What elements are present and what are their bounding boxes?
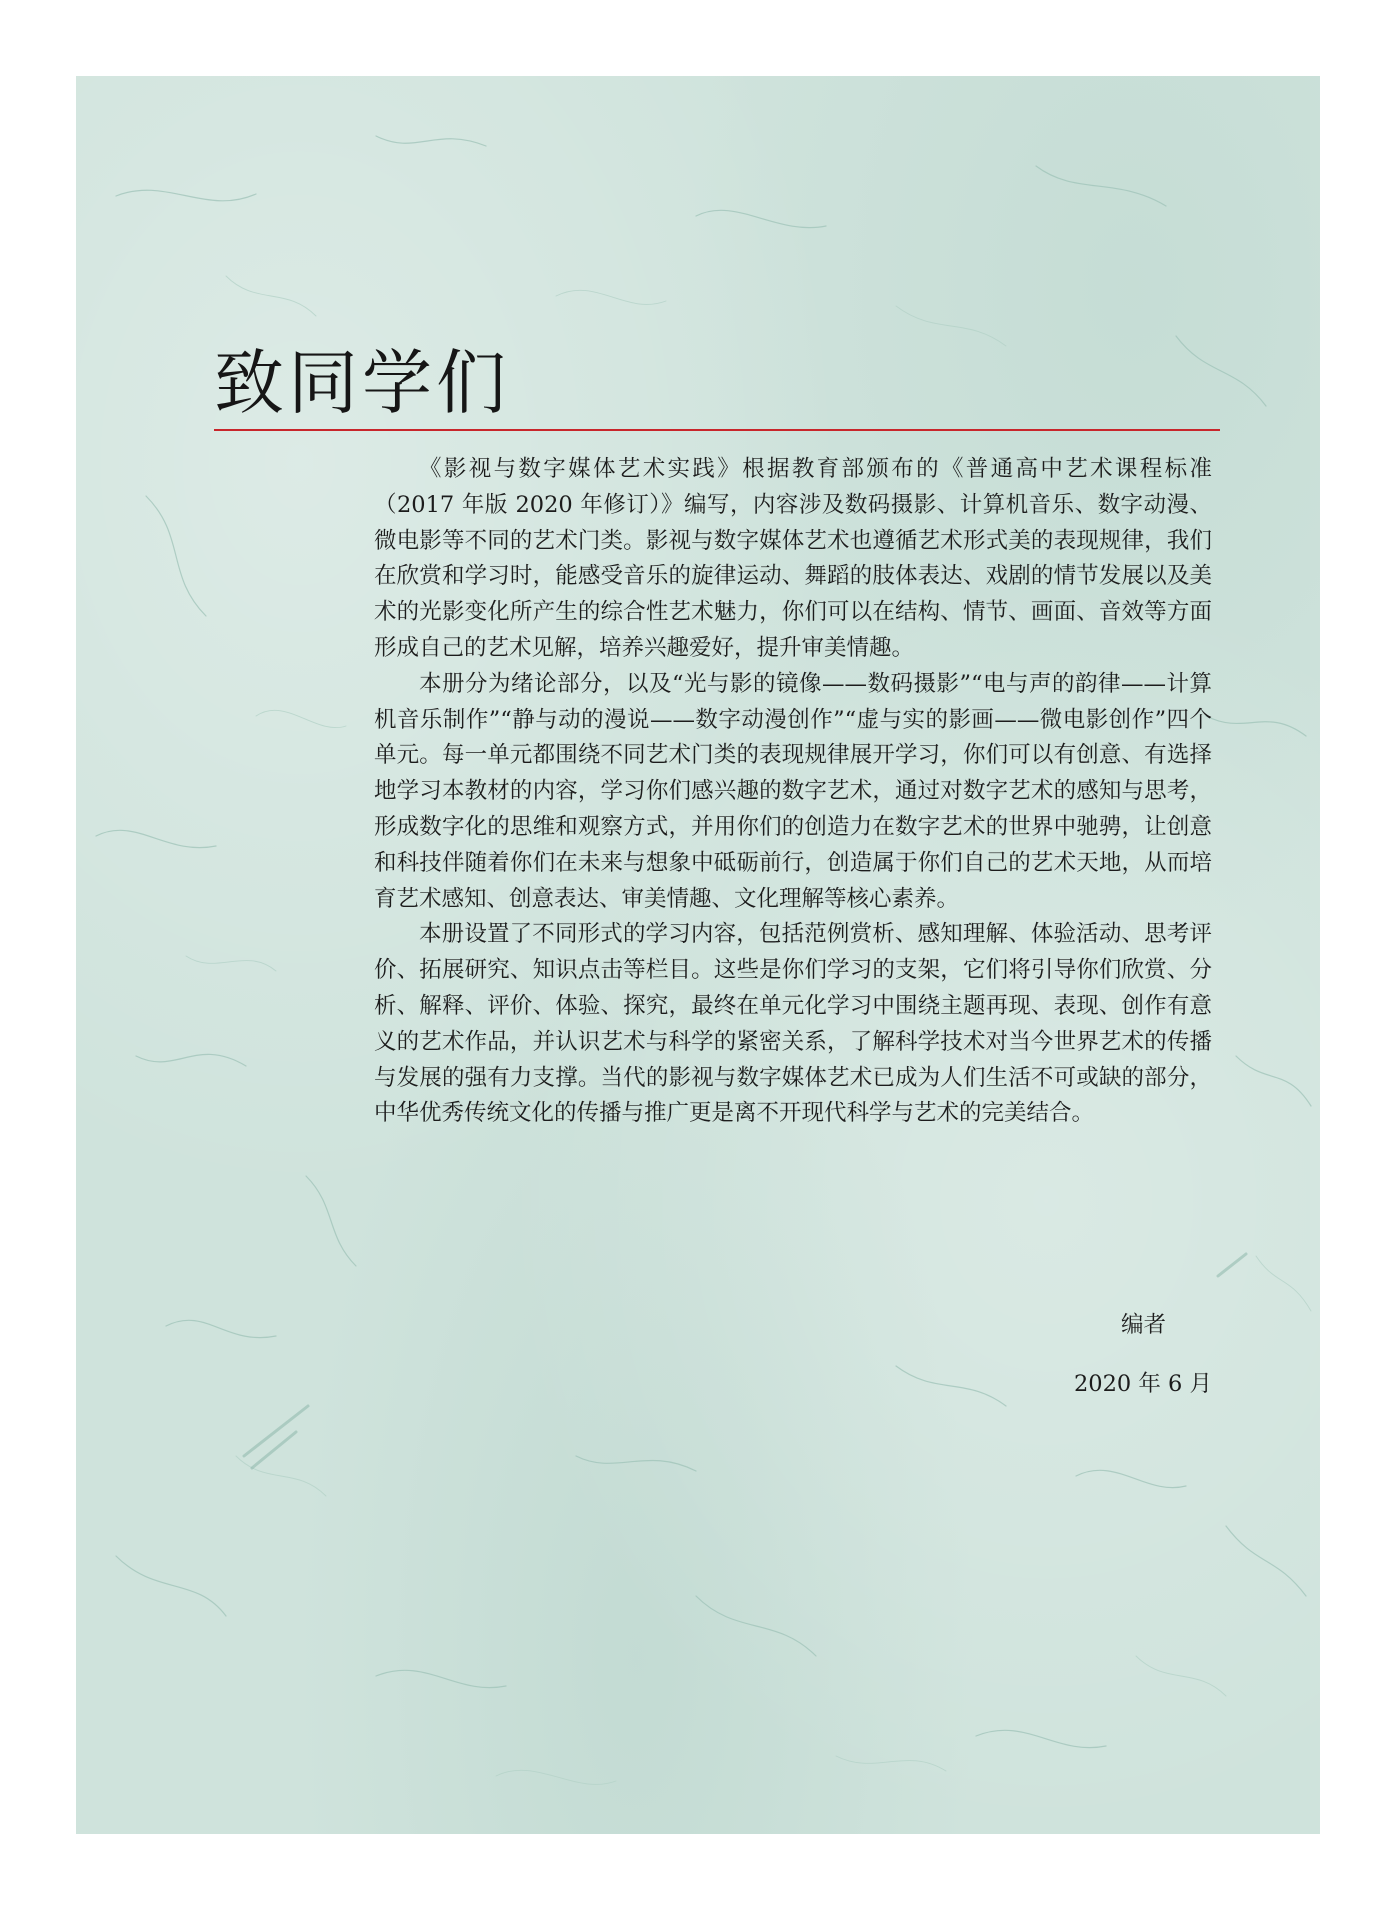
paragraph: 本册设置了不同形式的学习内容，包括范例赏析、感知理解、体验活动、思考评价、拓展研究、知识点击等栏目。这些是你们学习的支架，它们将引导你们欣赏、分析、解释、评价、体验、探究，最终在单元化学习中围绕主题再现、表现、创作有意义的艺术作品，并认识艺术与科学的紧密关系，了解科学技术对当今世界艺术的传播与发展的强有力支撑。当代的影视与数字媒体艺术已成为人们生活不可或缺的部分，中华优秀传统文化的传播与推广更是离不开现代科学与艺术的完美结合。 [374, 921, 1212, 1127]
letter-body [374, 452, 1212, 1132]
textured-paper-page [76, 76, 1320, 1834]
title-underline-rule [214, 429, 1220, 431]
paragraph: 本册分为绪论部分，以及“光与影的镜像——数码摄影”“电与声的韵律——计算机音乐制作”“静与动的漫说——数字动漫创作”“虚与实的影画——微电影创作”四个单元。每一单元都围绕不同艺术门类的表现规律展开学习，你们可以有创意、有选择地学习本教材的内容，学习你们感兴趣的数字艺术，通过对数字艺术的感知与思考，形成数字化的思维和观察方式，并用你们的创造力在数字艺术的世界中驰骋，让创意和科技伴随着你们在未来与想象中砥砺前行，创造属于你们自己的艺术天地，从而培育艺术感知、创意表达、审美情趣、文化理解等核心素养。 [374, 670, 1212, 912]
signature-author: 编者 [1120, 1312, 1166, 1338]
page-title: 致同学们 [214, 342, 510, 424]
paragraph: 《影视与数字媒体艺术实践》根据教育部颁布的《普通高中艺术课程标准（2017 年版 2020 年修订）》编写，内容涉及数码摄影、计算机音乐、数字动漫、微电影等不同的艺术门类。影视与数字媒体艺术也遵循艺术形式美的表现规律，我们在欣赏和学习时，能感受音乐的旋律运动、舞蹈的肢体表达、戏剧的情节发展以及美术的光影变化所产生的综合性艺术魅力，你们可以在结构、情节、画面、音效等方面形成自己的艺术见解，培养兴趣爱好，提升审美情趣。 [374, 456, 1212, 661]
signature-date: 2020 年 6 月 [1073, 1371, 1212, 1397]
